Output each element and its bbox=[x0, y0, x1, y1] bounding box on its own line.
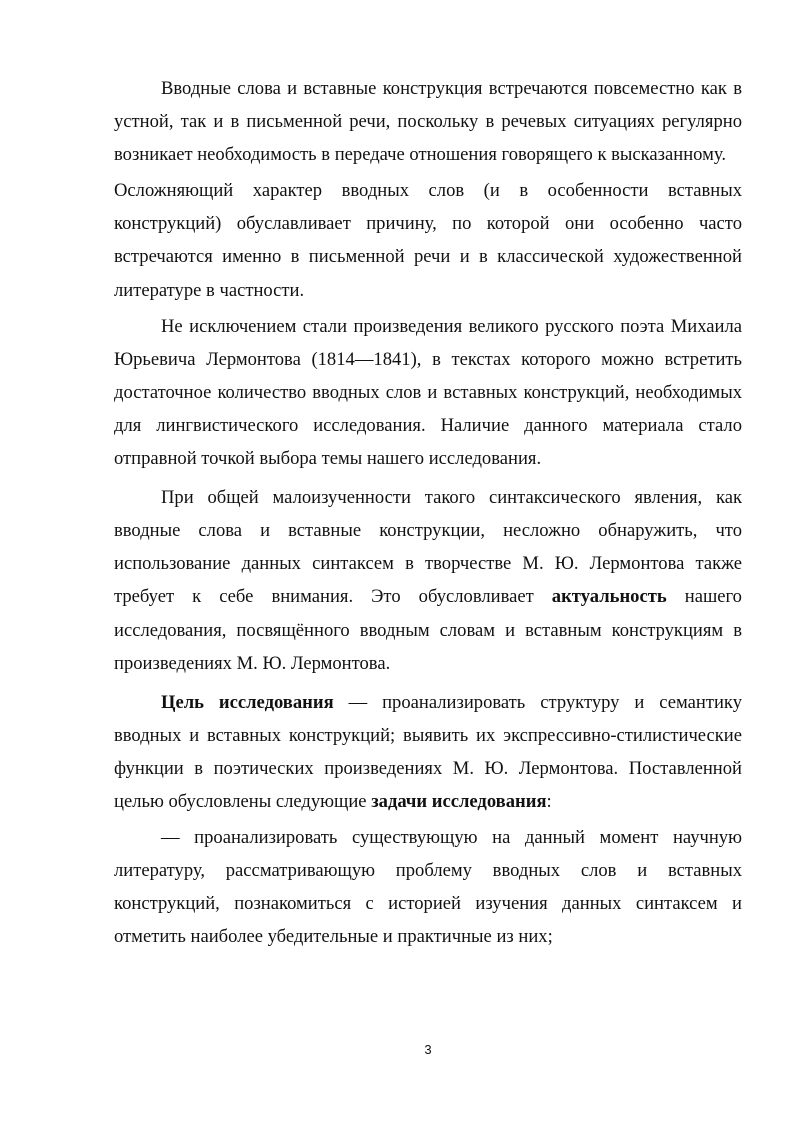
relevance-term: актуальность bbox=[551, 586, 667, 608]
relevance-text-after: нашего исследования, посвящённого вводным словам и вставным конструкциям в произведениях М. Ю. Лермонтова. bbox=[114, 586, 742, 674]
paragraph-task-1: — проанализировать существующую на данный момент научную литературу, рассматривающую проблему вводных слов и вставных конструкций, познакомиться с историей изучения данных синтаксем и отметить наиболее убедительные и практичные из них; bbox=[114, 827, 742, 948]
research-tasks-term: задачи исследования bbox=[371, 790, 547, 812]
page-number: 3 bbox=[424, 1042, 432, 1057]
research-goal-term: Цель исследования bbox=[161, 691, 334, 713]
paragraph-complicating-character: Осложняющий характер вводных слов (и в особенности вставных конструкций) обуславливает причину, по которой они особенно часто встречаются именно в письменной речи и в классической художественной литературе в частности. bbox=[114, 180, 742, 301]
relevance-text-before: При общей малоизученности такого синтаксического явления, как вводные слова и вставные конструкции, несложно обнаружить, что использование данных синтаксем в творчестве М. Ю. Лермонтова также требует к себе внимания. Это обусловливает bbox=[114, 487, 742, 608]
body-text bbox=[114, 72, 742, 953]
paragraph-relevance bbox=[114, 481, 742, 680]
research-tasks-colon: : bbox=[546, 790, 552, 812]
paragraph-research-goal bbox=[114, 686, 742, 818]
research-goal-text: — проанализировать структуру и семантику вводных и вставных конструкций; выявить их экспрессивно-стилистические функции в поэтических произведениях М. Ю. Лермонтова. Поставленной целью обусловлены следующие bbox=[114, 691, 743, 812]
paragraph-lermontov: Не исключением стали произведения великого русского поэта Михаила Юрьевича Лермонтова (1814—1841), в текстах которого можно встретить достаточное количество вводных слов и вставных конструкций, необходимых для лингвистического исследования. Наличие данного материала стало отправной точкой выбора темы нашего исследования. bbox=[114, 315, 742, 470]
paragraph-intro: Вводные слова и вставные конструкция встречаются повсеместно как в устной, так и в письменной речи, поскольку в речевых ситуациях регулярно возникает необходимость в передаче отношения говорящего к высказанному. bbox=[114, 78, 742, 166]
